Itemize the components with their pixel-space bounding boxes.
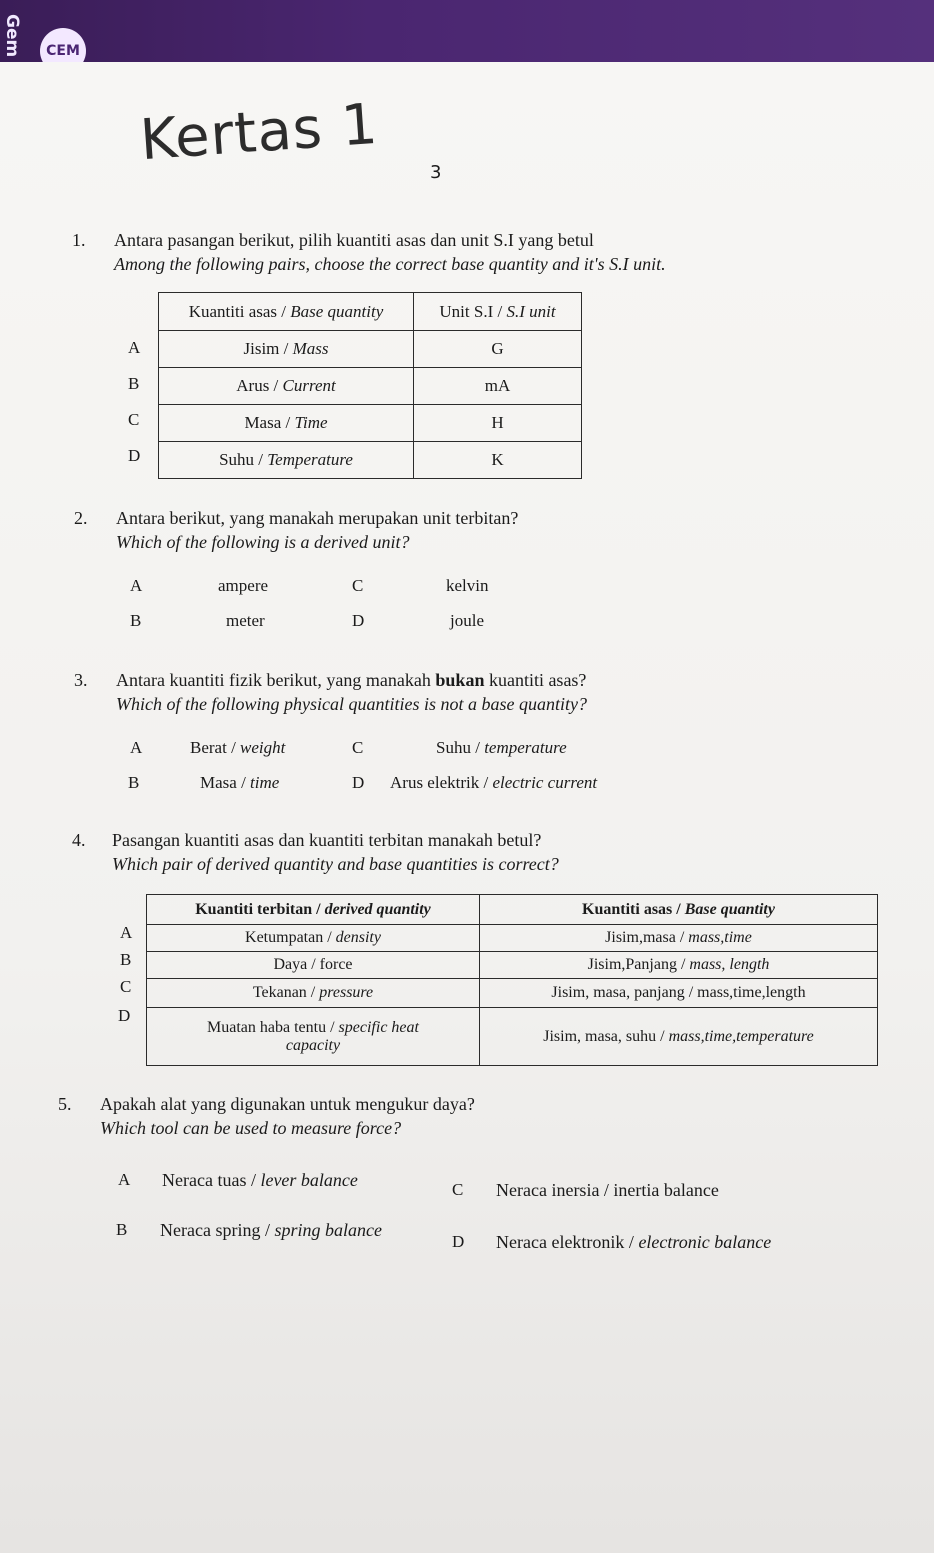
option-text: ampere bbox=[218, 576, 269, 595]
table-header: Kuantiti asas / Base quantity bbox=[480, 895, 878, 925]
option-label: D bbox=[452, 1232, 465, 1251]
option-label: D bbox=[128, 446, 141, 465]
question-number: 5. bbox=[58, 1094, 72, 1114]
table-cell: Arus / Current bbox=[159, 368, 414, 405]
table-cell: K bbox=[414, 442, 582, 479]
table-cell: Jisim,masa / mass,time bbox=[480, 925, 878, 952]
question-text-en: Which of the following is a derived unit? bbox=[116, 532, 410, 552]
question-1 bbox=[72, 228, 792, 276]
table-cell: Masa / Time bbox=[159, 405, 414, 442]
table-header-row bbox=[147, 895, 878, 925]
table-cell: Jisim, masa, suhu / mass,time,temperature bbox=[480, 1008, 878, 1066]
question-text-en: Among the following pairs, choose the correct base quantity and it's S.I unit. bbox=[114, 254, 666, 274]
option-text: Neraca spring / spring balance bbox=[160, 1220, 382, 1240]
option-text: Neraca elektronik / electronic balance bbox=[496, 1232, 772, 1252]
q4-table bbox=[146, 894, 878, 1066]
option-text: kelvin bbox=[446, 576, 489, 595]
option-label: B bbox=[120, 950, 132, 969]
table-header: Kuantiti asas / Base quantity bbox=[159, 293, 414, 331]
table-header: Unit S.I / S.I unit bbox=[414, 293, 582, 331]
question-text-ms: Apakah alat yang digunakan untuk mengukur daya? bbox=[100, 1094, 475, 1114]
table-row bbox=[147, 952, 878, 979]
table-row bbox=[147, 925, 878, 952]
question-text-en: Which tool can be used to measure force? bbox=[100, 1118, 402, 1138]
option-label: D bbox=[118, 1006, 131, 1025]
option-label: C bbox=[352, 738, 364, 757]
option-text: meter bbox=[226, 611, 265, 630]
question-text-ms: Antara pasangan berikut, pilih kuantiti asas dan unit S.I yang betul bbox=[114, 230, 594, 250]
question-5 bbox=[58, 1092, 818, 1140]
question-text-ms: Antara berikut, yang manakah merupakan unit terbitan? bbox=[116, 508, 519, 528]
option-text: Neraca inersia / inertia balance bbox=[496, 1180, 719, 1200]
table-cell: G bbox=[414, 331, 582, 368]
question-3 bbox=[74, 668, 834, 716]
question-number: 2. bbox=[74, 508, 88, 528]
question-text-en: Which pair of derived quantity and base quantities is correct? bbox=[112, 854, 559, 874]
option-label: A bbox=[120, 923, 133, 942]
question-text-ms: Pasangan kuantiti asas dan kuantiti terbitan manakah betul? bbox=[112, 830, 542, 850]
option-label: A bbox=[130, 738, 143, 757]
table-cell: Daya / force bbox=[147, 952, 480, 979]
table-row bbox=[159, 442, 582, 479]
option-label: B bbox=[128, 773, 140, 792]
option-label: C bbox=[120, 977, 132, 996]
question-number: 4. bbox=[72, 830, 86, 850]
option-label: D bbox=[352, 611, 365, 630]
header-badge: CEM bbox=[40, 28, 86, 74]
option-label: A bbox=[128, 338, 141, 357]
option-text: Arus elektrik / electric current bbox=[390, 773, 598, 792]
table-header: Kuantiti terbitan / derived quantity bbox=[147, 895, 480, 925]
table-cell: Tekanan / pressure bbox=[147, 979, 480, 1008]
question-4 bbox=[72, 828, 832, 876]
question-text-en: Which of the following physical quantities is not a base quantity? bbox=[116, 694, 587, 714]
table-cell: Jisim / Mass bbox=[159, 331, 414, 368]
question-number: 3. bbox=[74, 670, 88, 690]
table-row bbox=[159, 331, 582, 368]
q1-table bbox=[158, 292, 582, 479]
header-logo: Gem bbox=[2, 14, 22, 58]
option-text: Neraca tuas / lever balance bbox=[162, 1170, 358, 1190]
table-row bbox=[147, 1008, 878, 1066]
option-text: Berat / weight bbox=[190, 738, 286, 757]
option-text: Suhu / temperature bbox=[436, 738, 567, 757]
question-2 bbox=[74, 506, 794, 554]
option-label: C bbox=[452, 1180, 464, 1199]
table-cell: Muatan haba tentu / specific heat capacity bbox=[147, 1008, 480, 1066]
table-header-row bbox=[159, 293, 582, 331]
table-cell: Jisim,Panjang / mass, length bbox=[480, 952, 878, 979]
option-label: B bbox=[130, 611, 142, 630]
handwritten-title: Kertas 1 bbox=[138, 91, 381, 174]
page-number: 3 bbox=[430, 162, 442, 183]
table-row bbox=[159, 405, 582, 442]
option-label: D bbox=[352, 773, 365, 792]
option-label: A bbox=[130, 576, 143, 595]
table-cell: H bbox=[414, 405, 582, 442]
option-label: A bbox=[118, 1170, 131, 1189]
option-label: C bbox=[352, 576, 364, 595]
question-number: 1. bbox=[72, 230, 86, 250]
paper-page bbox=[0, 62, 934, 1553]
option-label: C bbox=[128, 410, 140, 429]
table-cell: Suhu / Temperature bbox=[159, 442, 414, 479]
option-text: Masa / time bbox=[200, 773, 280, 792]
option-text: joule bbox=[450, 611, 484, 630]
table-cell: Jisim, masa, panjang / mass,time,length bbox=[480, 979, 878, 1008]
option-label: B bbox=[128, 374, 140, 393]
option-label: B bbox=[116, 1220, 128, 1239]
table-row bbox=[147, 979, 878, 1008]
table-row bbox=[159, 368, 582, 405]
table-cell: mA bbox=[414, 368, 582, 405]
table-cell: Ketumpatan / density bbox=[147, 925, 480, 952]
question-text-ms: Antara kuantiti fizik berikut, yang manakah bukan kuantiti asas? bbox=[116, 670, 587, 690]
